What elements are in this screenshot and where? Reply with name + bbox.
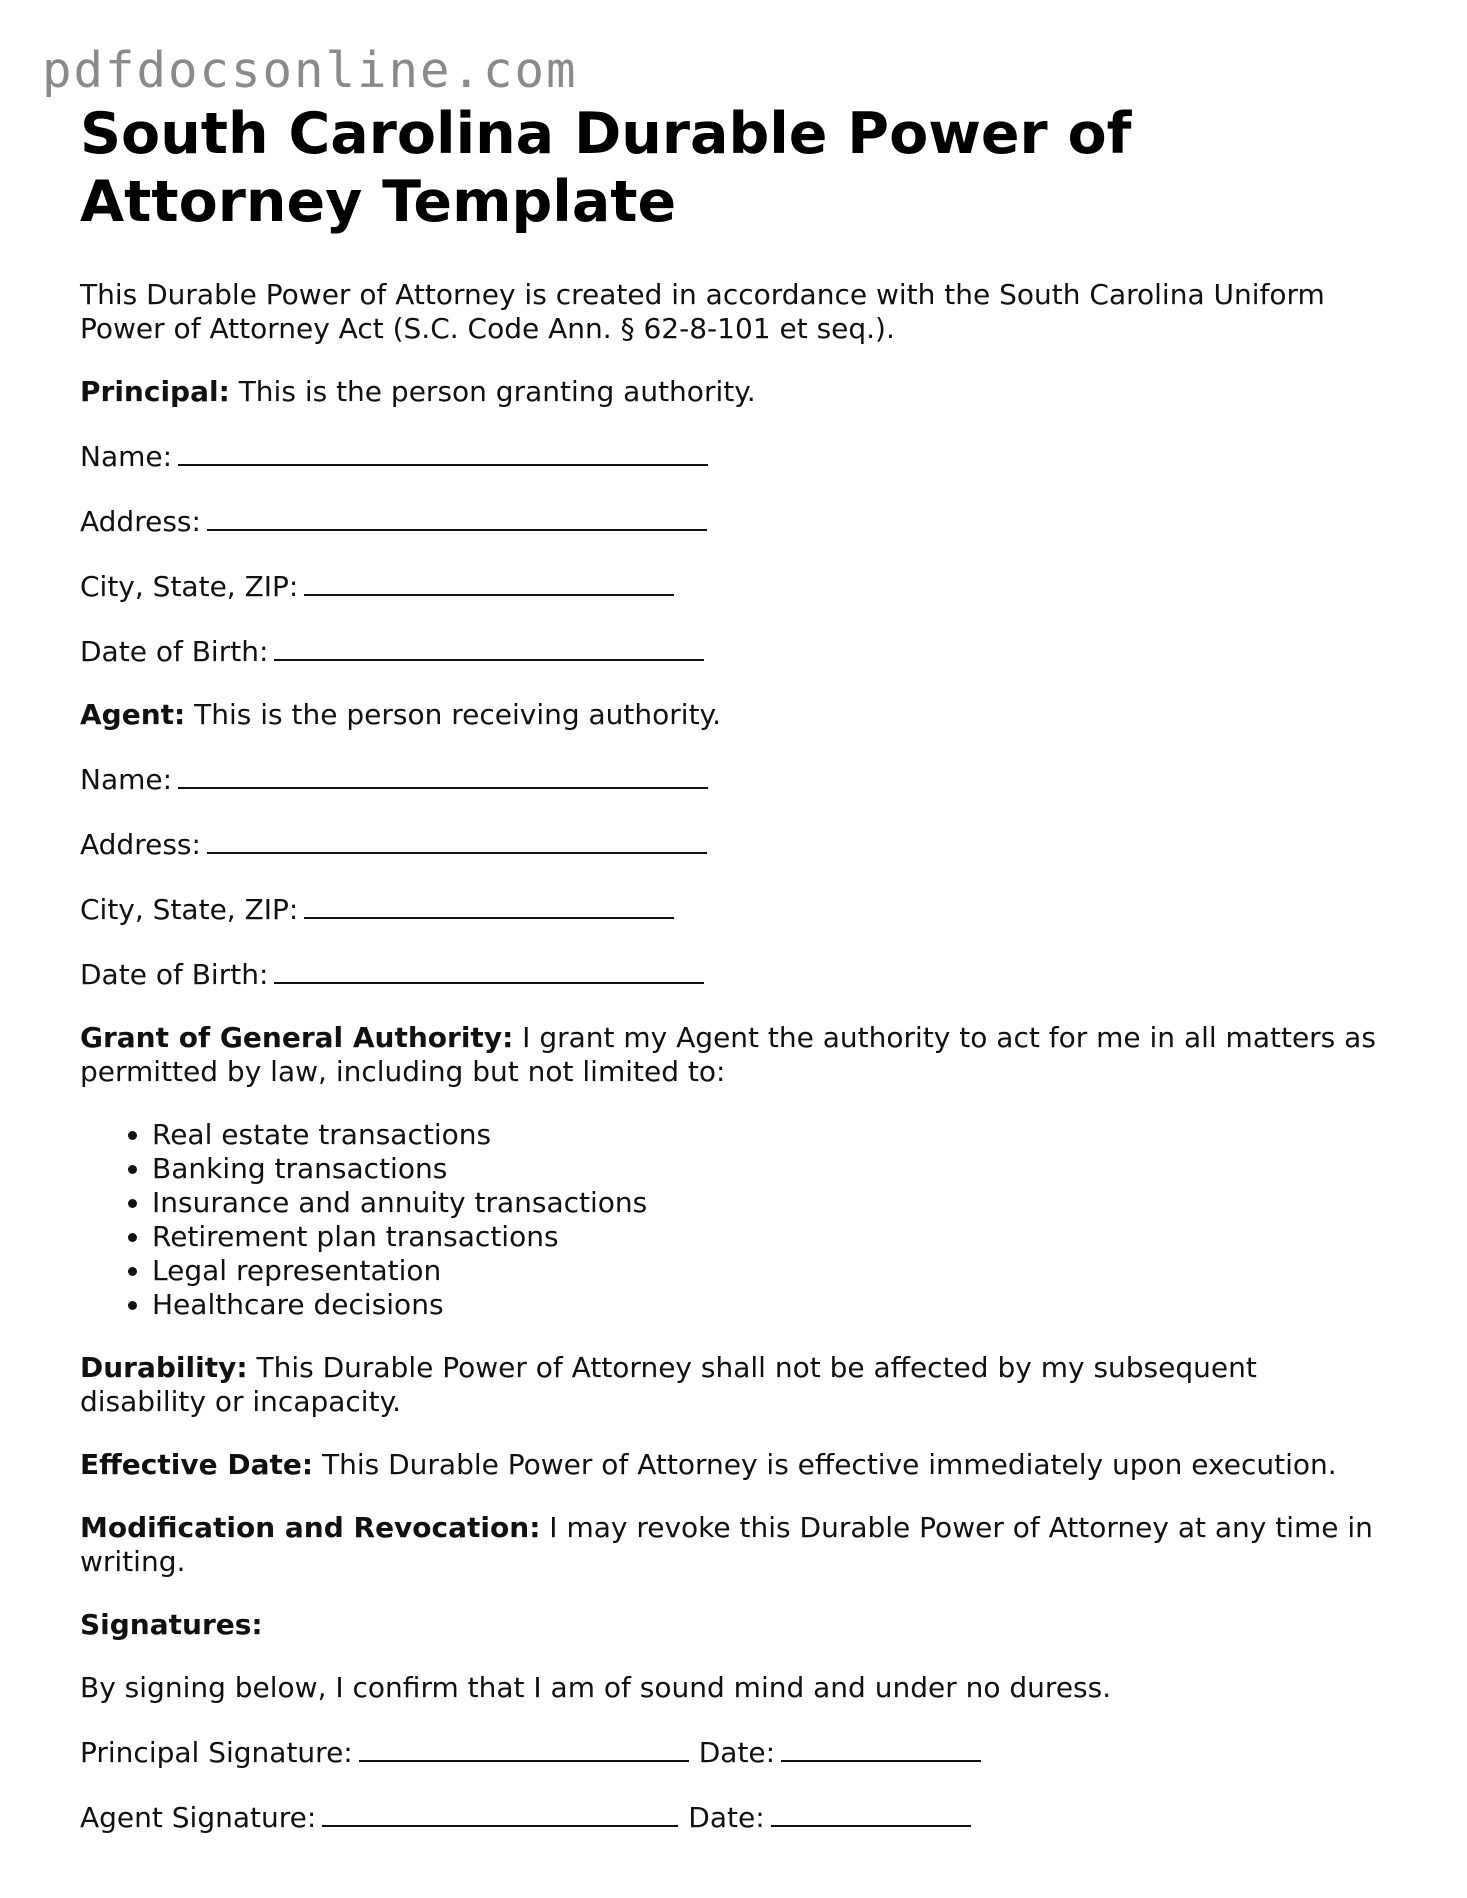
principal-dob-field[interactable] — [80, 633, 1380, 669]
modification-label: Modification and Revocation: — [80, 1511, 541, 1544]
agent-name-field[interactable] — [80, 761, 1380, 797]
intro-paragraph: This Durable Power of Attorney is created in accordance with the South Carolina Uniform Power of Attorney Act (S.C. Code Ann. § 62-8-101 et seq.). — [80, 278, 1325, 345]
list-item: • Insurance and annuity transactions — [152, 1186, 1380, 1220]
fill-line[interactable] — [207, 503, 707, 531]
document-page — [80, 100, 1380, 1835]
fill-line[interactable] — [304, 568, 674, 596]
date-label: Date: — [688, 1801, 765, 1834]
principal-heading — [80, 375, 1380, 409]
field-label: Name: — [80, 763, 173, 796]
grant-text: I grant my Agent the authority to act for me in all matters as permitted by law, including but not limited to: — [80, 1021, 1376, 1088]
watermark: pdfdocsonline.com — [42, 42, 578, 99]
fill-line[interactable] — [178, 761, 708, 789]
document-title: South Carolina Durable Power of Attorney Template — [80, 101, 1132, 235]
list-item: • Legal representation — [152, 1254, 1380, 1288]
date-label: Date: — [698, 1736, 776, 1769]
field-label: Address: — [80, 828, 201, 861]
agent-description: This is the person receiving authority. — [185, 698, 722, 731]
modification-text: I may revoke this Durable Power of Attorney at any time in writing. — [80, 1511, 1373, 1578]
fill-line[interactable] — [274, 633, 704, 661]
list-item: • Retirement plan transactions — [152, 1220, 1380, 1254]
fill-line[interactable] — [207, 826, 707, 854]
list-item: • Banking transactions — [152, 1152, 1380, 1186]
effective-date-paragraph — [80, 1448, 1380, 1482]
principal-signature-row[interactable] — [80, 1734, 1380, 1770]
signatures-heading: Signatures: — [80, 1608, 263, 1641]
agent-city-field[interactable] — [80, 891, 1380, 927]
grant-label: Grant of General Authority: — [80, 1021, 514, 1054]
list-item: • Real estate transactions — [152, 1118, 1380, 1152]
durability-text: This Durable Power of Attorney shall not be affected by my subsequent disability or incapacity. — [80, 1351, 1257, 1418]
agent-signature-line[interactable] — [322, 1799, 678, 1827]
principal-description: This is the person granting authority. — [229, 375, 756, 408]
principal-name-field[interactable] — [80, 438, 1380, 474]
principal-signature-line[interactable] — [359, 1734, 689, 1762]
principal-date-line[interactable] — [781, 1734, 981, 1762]
agent-label: Agent: — [80, 698, 186, 731]
principal-label: Principal: — [80, 375, 230, 408]
fill-line[interactable] — [304, 891, 674, 919]
principal-signature-label: Principal Signature: — [80, 1736, 353, 1769]
fill-line[interactable] — [178, 438, 708, 466]
agent-address-field[interactable] — [80, 826, 1380, 862]
field-label: Date of Birth: — [80, 635, 269, 668]
effective-date-text: This Durable Power of Attorney is effective immediately upon execution. — [313, 1448, 1337, 1481]
agent-date-line[interactable] — [771, 1799, 971, 1827]
fill-line[interactable] — [274, 956, 704, 984]
field-label: Date of Birth: — [80, 958, 269, 991]
agent-dob-field[interactable] — [80, 956, 1380, 992]
durability-paragraph — [80, 1351, 1380, 1419]
agent-signature-row[interactable] — [80, 1799, 1380, 1835]
grant-paragraph — [80, 1021, 1380, 1089]
principal-city-field[interactable] — [80, 568, 1380, 604]
field-label: City, State, ZIP: — [80, 570, 299, 603]
field-label: Address: — [80, 505, 201, 538]
effective-date-label: Effective Date: — [80, 1448, 314, 1481]
agent-signature-label: Agent Signature: — [80, 1801, 317, 1834]
authority-list — [80, 1118, 1380, 1322]
modification-paragraph — [80, 1511, 1380, 1579]
field-label: Name: — [80, 440, 173, 473]
durability-label: Durability: — [80, 1351, 248, 1384]
agent-heading — [80, 698, 1380, 732]
field-label: City, State, ZIP: — [80, 893, 299, 926]
signature-statement: By signing below, I confirm that I am of sound mind and under no duress. — [80, 1671, 1112, 1704]
list-item: • Healthcare decisions — [152, 1288, 1380, 1322]
principal-address-field[interactable] — [80, 503, 1380, 539]
